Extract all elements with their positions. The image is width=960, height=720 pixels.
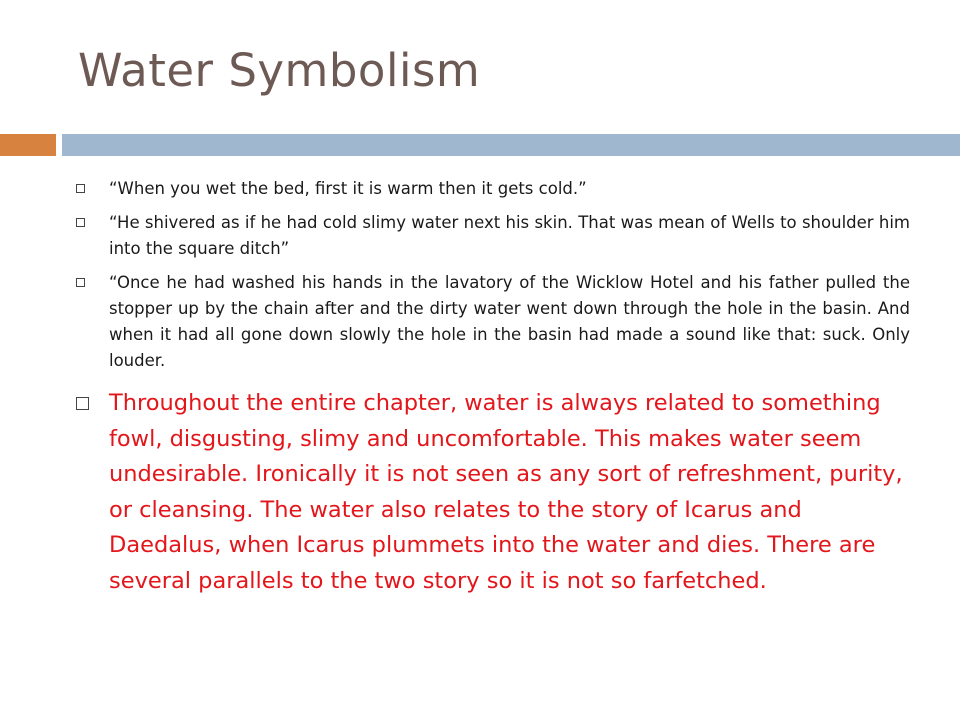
analysis-text: Throughout the entire chapter, water is always related to something fowl, disgusting, slimy and uncomfortable. This makes water seem undesirable. Ironically it is not seen as any sort of refreshment, purity, or cleansing. The water also relates to the story of Icarus and Daedalus, when Icarus plummets into the water and dies. There are several parallels to the two story so it is not so farfetched.: [109, 390, 903, 594]
quote-bullet: [76, 210, 910, 262]
square-bullet-icon: [76, 278, 85, 287]
quote-text: “He shivered as if he had cold slimy water next his skin. That was mean of Wells to shoulder him into the square ditch”: [109, 213, 910, 258]
quote-bullet: [76, 176, 910, 202]
quote-text: “Once he had washed his hands in the lavatory of the Wicklow Hotel and his father pulled the stopper up by the chain after and the dirty water went down through the hole in the basin. And when it had all gone down slowly the hole in the basin had made a sound like that: suck. Only louder.: [109, 273, 910, 370]
square-bullet-icon: [76, 218, 85, 227]
quote-text: “When you wet the bed, first it is warm then it gets cold.”: [109, 179, 587, 198]
slide-title: Water Symbolism: [78, 44, 481, 97]
quote-bullet: [76, 270, 910, 374]
accent-bar-right: [62, 134, 960, 156]
accent-bar-left: [0, 134, 56, 156]
analysis-bullet: [76, 386, 910, 599]
square-bullet-icon: [76, 397, 89, 410]
slide-content: [76, 176, 910, 599]
square-bullet-icon: [76, 184, 85, 193]
